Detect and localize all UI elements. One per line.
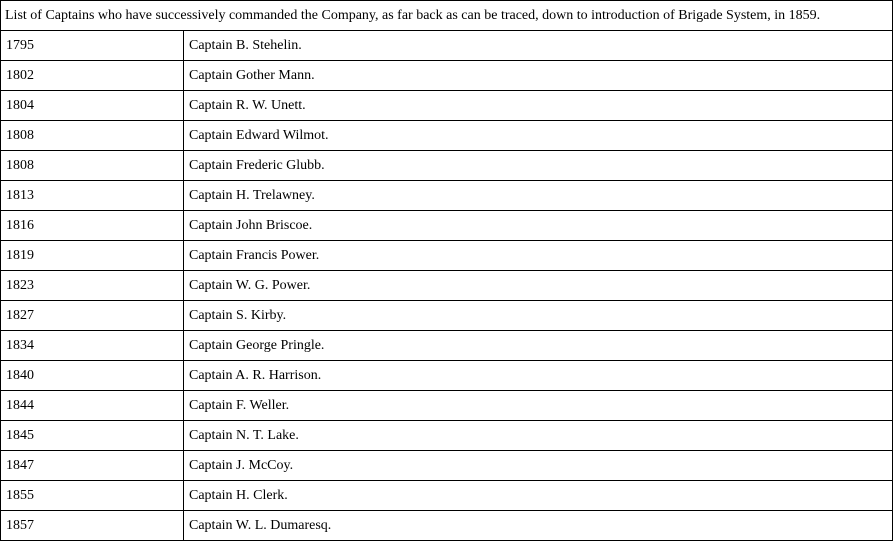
- captain-cell: Captain John Briscoe.: [184, 211, 893, 241]
- year-cell: 1808: [1, 121, 184, 151]
- table-row: [1, 331, 893, 361]
- year-cell: 1823: [1, 271, 184, 301]
- captain-cell: Captain Francis Power.: [184, 241, 893, 271]
- table-row: [1, 91, 893, 121]
- table-row: [1, 241, 893, 271]
- year-cell: 1802: [1, 61, 184, 91]
- table-row: [1, 301, 893, 331]
- caption-row: [1, 1, 893, 31]
- year-cell: 1819: [1, 241, 184, 271]
- year-cell: 1857: [1, 511, 184, 541]
- table-caption: List of Captains who have successively commanded the Company, as far back as can be traced, down to introduction of Brigade System, in 1859.: [1, 1, 893, 31]
- year-cell: 1816: [1, 211, 184, 241]
- captain-cell: Captain A. R. Harrison.: [184, 361, 893, 391]
- captain-cell: Captain W. G. Power.: [184, 271, 893, 301]
- table-row: [1, 211, 893, 241]
- table-body: [1, 31, 893, 541]
- year-cell: 1813: [1, 181, 184, 211]
- captain-cell: Captain F. Weller.: [184, 391, 893, 421]
- year-cell: 1808: [1, 151, 184, 181]
- table-row: [1, 121, 893, 151]
- year-cell: 1795: [1, 31, 184, 61]
- captain-cell: Captain S. Kirby.: [184, 301, 893, 331]
- year-cell: 1844: [1, 391, 184, 421]
- captain-cell: Captain Edward Wilmot.: [184, 121, 893, 151]
- table-row: [1, 361, 893, 391]
- year-cell: 1834: [1, 331, 184, 361]
- table-row: [1, 151, 893, 181]
- captain-cell: Captain W. L. Dumaresq.: [184, 511, 893, 541]
- captain-cell: Captain Frederic Glubb.: [184, 151, 893, 181]
- captain-cell: Captain Gother Mann.: [184, 61, 893, 91]
- table-row: [1, 61, 893, 91]
- captain-cell: Captain George Pringle.: [184, 331, 893, 361]
- year-cell: 1804: [1, 91, 184, 121]
- year-cell: 1847: [1, 451, 184, 481]
- table-row: [1, 451, 893, 481]
- year-cell: 1840: [1, 361, 184, 391]
- captain-cell: Captain R. W. Unett.: [184, 91, 893, 121]
- captain-cell: Captain H. Trelawney.: [184, 181, 893, 211]
- captain-cell: Captain N. T. Lake.: [184, 421, 893, 451]
- year-cell: 1855: [1, 481, 184, 511]
- year-cell: 1845: [1, 421, 184, 451]
- table-row: [1, 511, 893, 541]
- year-cell: 1827: [1, 301, 184, 331]
- table-row: [1, 391, 893, 421]
- table-row: [1, 481, 893, 511]
- table-row: [1, 181, 893, 211]
- table-row: [1, 421, 893, 451]
- table-row: [1, 31, 893, 61]
- captain-cell: Captain J. McCoy.: [184, 451, 893, 481]
- table-row: [1, 271, 893, 301]
- captain-cell: Captain B. Stehelin.: [184, 31, 893, 61]
- captain-cell: Captain H. Clerk.: [184, 481, 893, 511]
